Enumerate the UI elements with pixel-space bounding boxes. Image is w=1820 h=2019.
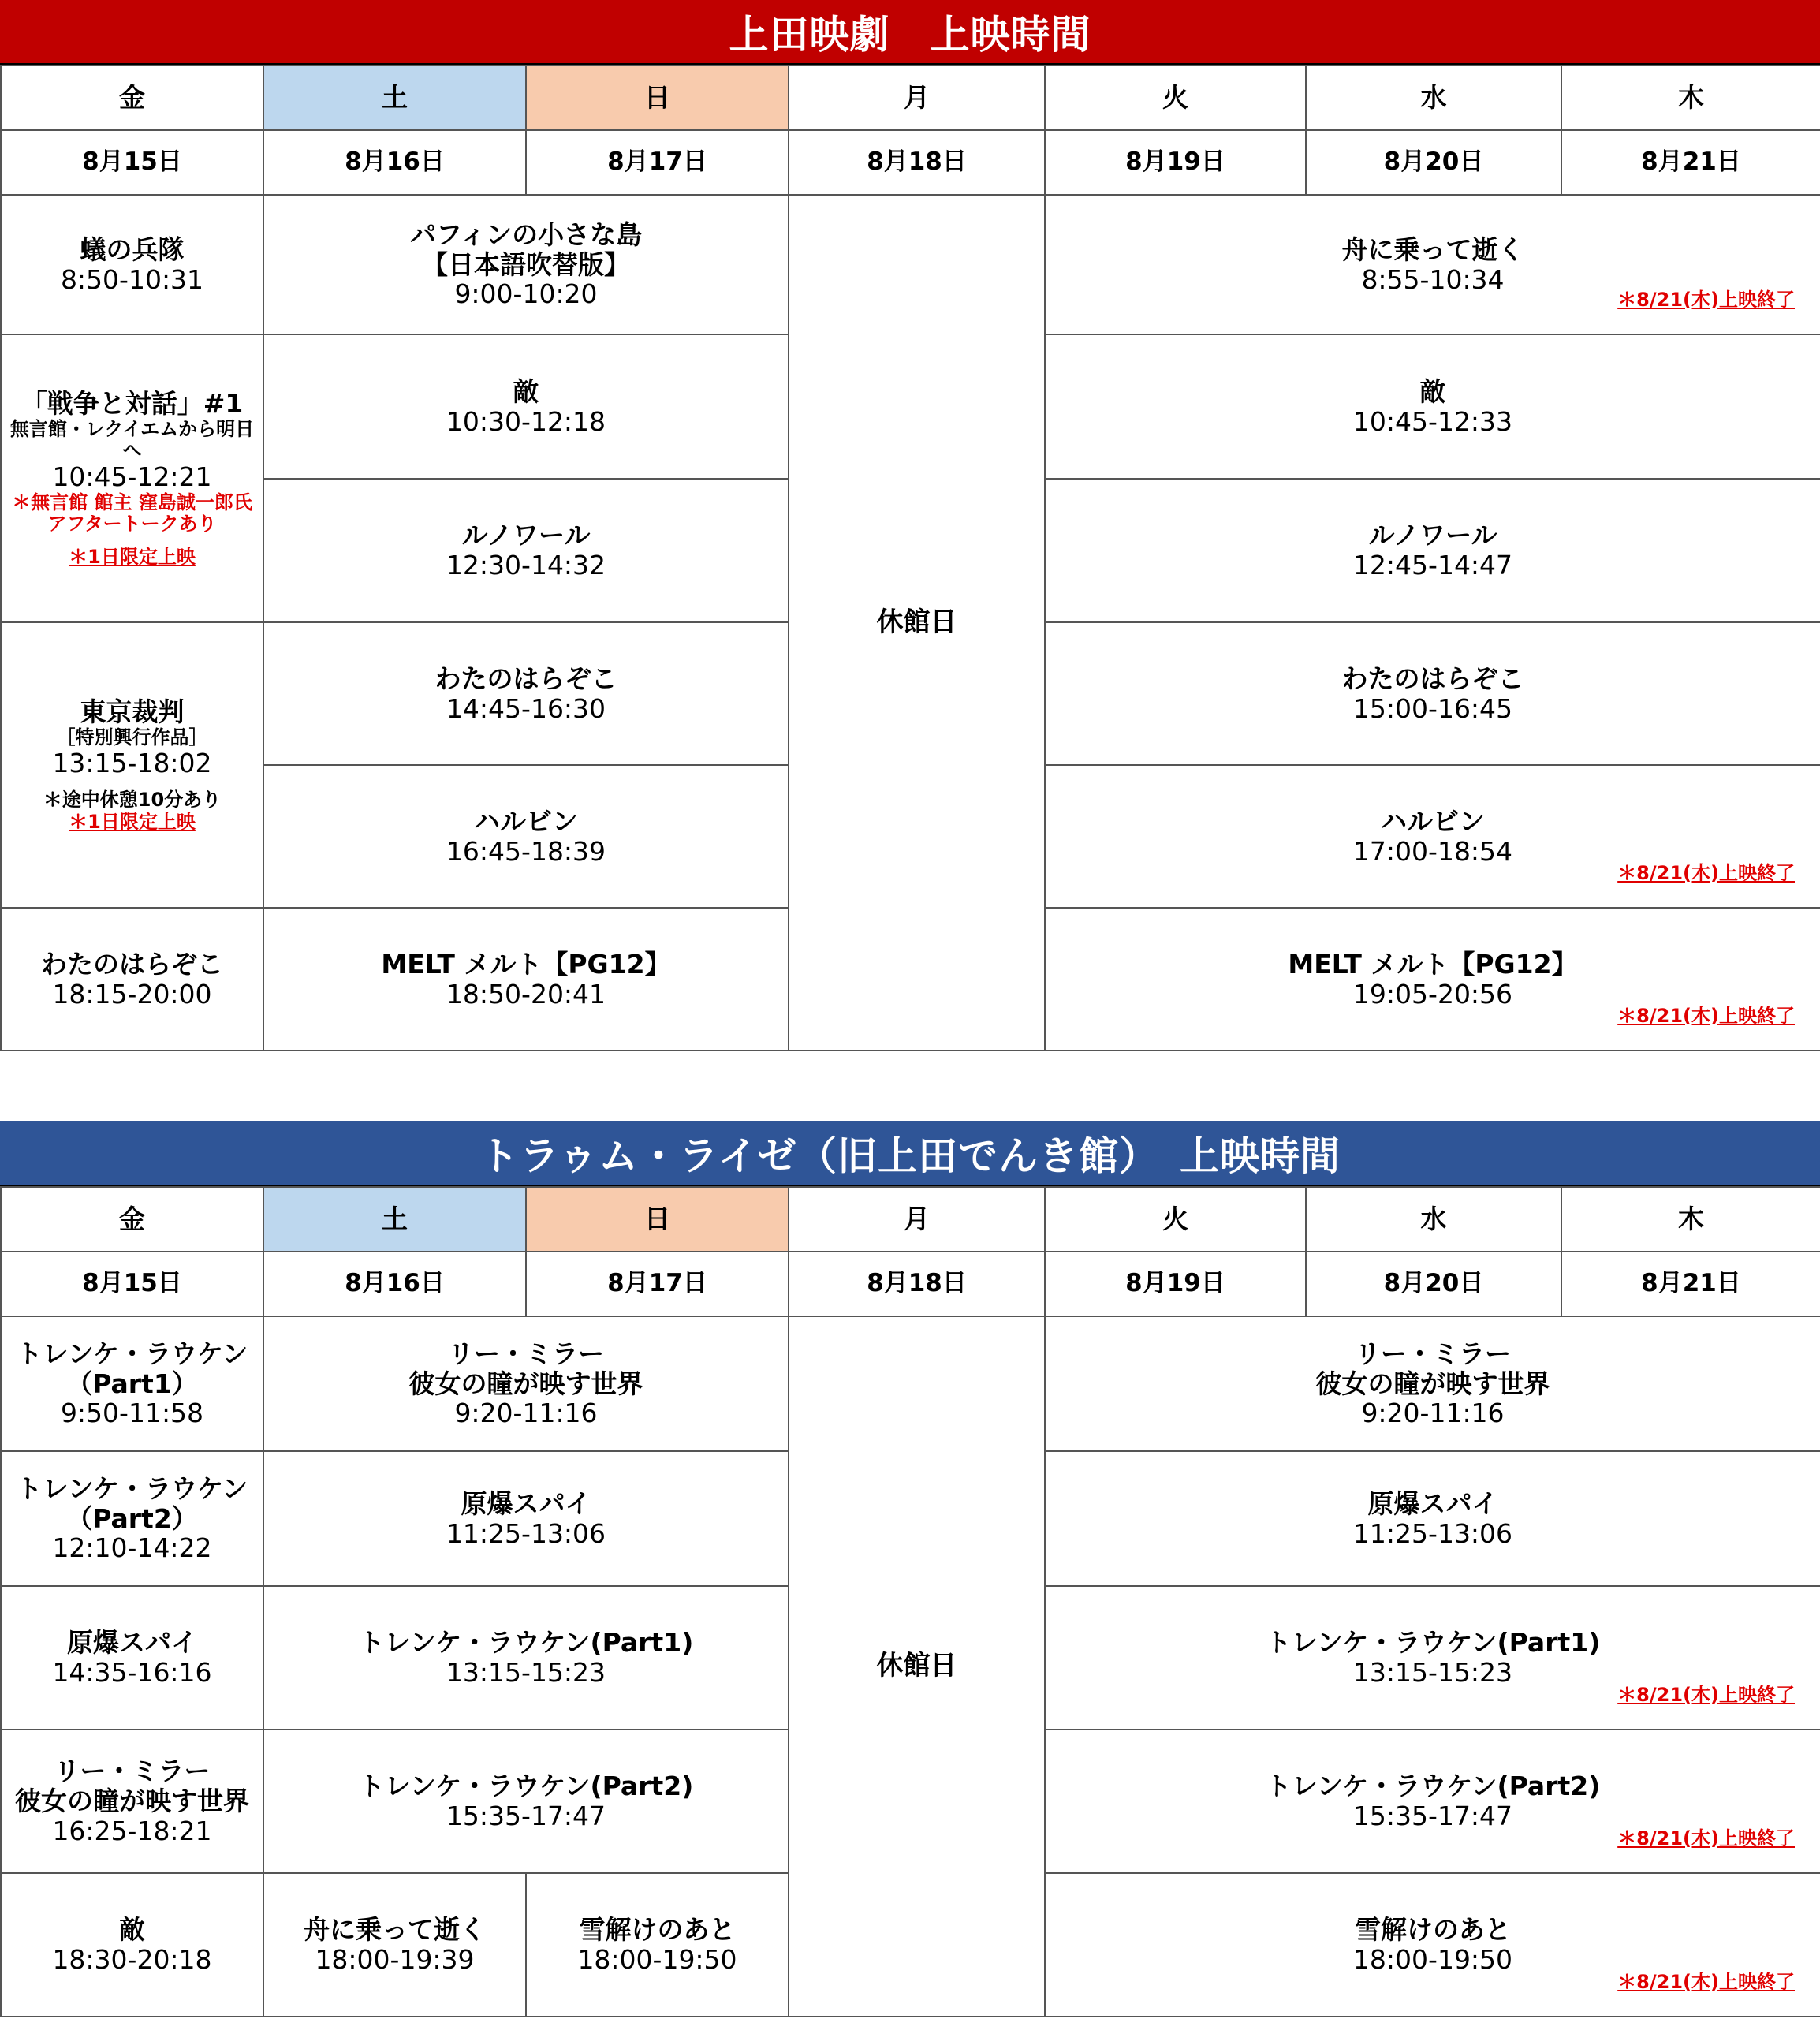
showtime: 12:30-14:32 [446, 550, 606, 580]
film-title: トレンケ・ラウケン(Part2) [1265, 1771, 1601, 1802]
showtime: 13:15-15:23 [1352, 1657, 1513, 1688]
showtime: 18:00-19:50 [577, 1944, 737, 1975]
date-sat: 8月16日 [263, 130, 526, 195]
traum-title: トラゥム・ライゼ（旧上田でんき館） 上映時間 [0, 1121, 1820, 1186]
film-title: 雪解けのあと [1355, 1914, 1511, 1946]
closed-day-cell: 休館日 [789, 1316, 1045, 2017]
film-subtitle: 彼女の瞳が映す世界 [1315, 1368, 1550, 1399]
showtime: 10:45-12:33 [1352, 405, 1513, 437]
showtime: 8:55-10:34 [1361, 263, 1505, 295]
film-title: 「戦争と対話」#1 [21, 387, 244, 419]
screening-cell [263, 334, 789, 479]
day-sun: 日 [526, 65, 789, 130]
limited-note: ＊1日限定上映 [69, 545, 196, 568]
date-sun: 8月17日 [526, 130, 789, 195]
showtime: 15:00-16:45 [1352, 692, 1513, 724]
screening-cell [1045, 1586, 1820, 1730]
screening-cell [1, 334, 263, 622]
film-title: 雪解けのあと [579, 1914, 736, 1946]
screening-cell [1045, 1316, 1820, 1451]
screening-cell [1045, 1451, 1820, 1586]
date-sun: 8月17日 [526, 1252, 789, 1316]
screening-cell [1, 908, 263, 1051]
film-title: わたのはらぞこ [1341, 662, 1524, 694]
showtime: 11:25-13:06 [446, 1517, 606, 1549]
end-note: ＊8/21(木)上映終了 [1617, 1827, 1795, 1850]
screening-cell [1, 1451, 263, 1586]
film-title: リー・ミラー [1355, 1338, 1511, 1369]
showtime: 16:45-18:39 [446, 835, 606, 867]
intermission-note: ＊途中休憩10分あり [43, 789, 222, 812]
event-note: ＊無言館 館主 窪島誠一郎氏 [12, 491, 252, 513]
screening-cell [1045, 334, 1820, 479]
film-part: （Part1） [66, 1368, 198, 1399]
film-title: わたのはらぞこ [434, 662, 617, 694]
film-title: リー・ミラー [448, 1338, 604, 1369]
showtime: 14:45-16:30 [446, 692, 606, 724]
screening-cell [1, 1873, 263, 2017]
showtime: 8:50-10:31 [60, 263, 204, 295]
date-fri: 8月15日 [1, 130, 263, 195]
day-mon: 月 [789, 65, 1045, 130]
film-title: 敵 [513, 375, 539, 407]
day-tue: 火 [1045, 65, 1306, 130]
end-note: ＊8/21(木)上映終了 [1617, 1971, 1795, 1994]
screening-cell [263, 908, 789, 1051]
day-sat: 土 [263, 65, 526, 130]
film-title: ルノワール [461, 520, 591, 551]
film-title: 原爆スパイ [67, 1627, 197, 1659]
screening-cell [263, 1451, 789, 1586]
day-sat: 土 [263, 1187, 526, 1252]
screening-cell [263, 622, 789, 765]
film-title: 原爆スパイ [1367, 1487, 1498, 1519]
showtime: 18:00-19:39 [315, 1944, 475, 1975]
showtime: 18:30-20:18 [52, 1944, 212, 1975]
date-tue: 8月19日 [1045, 130, 1306, 195]
traum-schedule [0, 1121, 1820, 2017]
eda-table [0, 65, 1820, 1051]
screening-cell [1045, 622, 1820, 765]
film-title: ハルビン [1381, 805, 1485, 837]
screening-cell [263, 1873, 526, 2017]
event-note: アフタートークあり [47, 513, 217, 536]
day-sun: 日 [526, 1187, 789, 1252]
film-part: （Part2） [66, 1502, 198, 1534]
film-title: トレンケ・ラウケン(Part1) [1265, 1627, 1601, 1659]
film-title: トレンケ・ラウケン [16, 1338, 248, 1369]
day-fri: 金 [1, 65, 263, 130]
showtime: 15:35-17:47 [1352, 1801, 1513, 1831]
showtime: 9:20-11:16 [1361, 1398, 1505, 1429]
showtime: 9:50-11:58 [60, 1398, 204, 1429]
day-mon: 月 [789, 1187, 1045, 1252]
screening-cell [1, 1316, 263, 1451]
screening-cell [1045, 195, 1820, 334]
screening-cell [1, 622, 263, 908]
showtime: 12:45-14:47 [1352, 550, 1513, 580]
screening-cell [1045, 765, 1820, 908]
date-thu: 8月21日 [1561, 1252, 1820, 1316]
showtime: 9:00-10:20 [454, 278, 598, 310]
day-wed: 水 [1306, 65, 1561, 130]
film-title: パフィンの小さな島 [409, 218, 643, 250]
film-subtitle: ［特別興行作品］ [56, 726, 208, 748]
film-title: 舟に乗って逝く [1341, 233, 1524, 265]
showtime: 10:45-12:21 [52, 461, 212, 492]
screening-cell [263, 1316, 789, 1451]
showtime: 17:00-18:54 [1352, 835, 1513, 867]
film-subtitle: 彼女の瞳が映す世界 [15, 1786, 249, 1817]
screening-cell [1045, 1730, 1820, 1873]
showtime: 18:00-19:50 [1352, 1944, 1513, 1975]
date-wed: 8月20日 [1306, 1252, 1561, 1316]
showtime: 13:15-15:23 [446, 1657, 606, 1688]
screening-cell [526, 1873, 789, 2017]
screening-cell [263, 1586, 789, 1730]
day-thu: 木 [1561, 1187, 1820, 1252]
showtime: 12:10-14:22 [52, 1532, 212, 1564]
showtime: 19:05-20:56 [1352, 978, 1513, 1010]
traum-table [0, 1186, 1820, 2017]
end-note: ＊8/21(木)上映終了 [1617, 1684, 1795, 1707]
end-note: ＊8/21(木)上映終了 [1617, 289, 1795, 312]
date-tue: 8月19日 [1045, 1252, 1306, 1316]
date-mon: 8月18日 [789, 1252, 1045, 1316]
date-sat: 8月16日 [263, 1252, 526, 1316]
date-wed: 8月20日 [1306, 130, 1561, 195]
limited-note: ＊1日限定上映 [69, 810, 196, 833]
film-title: 蟻の兵隊 [80, 233, 185, 265]
end-note: ＊8/21(木)上映終了 [1617, 862, 1795, 885]
day-tue: 火 [1045, 1187, 1306, 1252]
screening-cell [263, 1730, 789, 1873]
film-title: トレンケ・ラウケン [16, 1472, 248, 1504]
day-wed: 水 [1306, 1187, 1561, 1252]
screening-cell [263, 765, 789, 908]
film-title: トレンケ・ラウケン(Part1) [358, 1627, 694, 1659]
screening-cell [263, 195, 789, 334]
screening-cell [1, 195, 263, 334]
showtime: 13:15-18:02 [52, 748, 212, 779]
film-title: MELT メルト【PG12】 [381, 948, 671, 980]
film-version: 【日本語吹替版】 [422, 248, 630, 280]
showtime: 18:50-20:41 [446, 978, 606, 1010]
screening-cell [1045, 1873, 1820, 2017]
showtime: 15:35-17:47 [446, 1801, 606, 1831]
screening-cell [1, 1730, 263, 1873]
day-thu: 木 [1561, 65, 1820, 130]
eda-title: 上田映劇 上映時間 [0, 0, 1820, 65]
film-title: ハルビン [474, 805, 578, 837]
date-mon: 8月18日 [789, 130, 1045, 195]
film-title: 舟に乗って逝く [304, 1914, 486, 1946]
film-title: ルノワール [1368, 520, 1497, 551]
film-title: 敵 [119, 1914, 145, 1946]
showtime: 16:25-18:21 [52, 1815, 212, 1846]
film-subtitle: 彼女の瞳が映す世界 [408, 1368, 643, 1399]
date-thu: 8月21日 [1561, 130, 1820, 195]
showtime: 18:15-20:00 [52, 978, 212, 1010]
screening-cell [1, 1586, 263, 1730]
film-title: リー・ミラー [54, 1756, 211, 1787]
screening-cell [263, 479, 789, 622]
film-title: 東京裁判 [80, 696, 185, 727]
showtime: 11:25-13:06 [1352, 1517, 1513, 1549]
closed-day-cell: 休館日 [789, 195, 1045, 1051]
film-subtitle: 無言館・レクイエムから明日へ [9, 417, 255, 462]
showtime: 10:30-12:18 [446, 405, 606, 437]
film-title: 原爆スパイ [461, 1487, 591, 1519]
film-title: MELT メルト【PG12】 [1288, 948, 1578, 980]
film-title: トレンケ・ラウケン(Part2) [358, 1771, 694, 1802]
date-fri: 8月15日 [1, 1252, 263, 1316]
showtime: 14:35-16:16 [52, 1657, 212, 1688]
showtime: 9:20-11:16 [454, 1398, 598, 1429]
day-fri: 金 [1, 1187, 263, 1252]
film-title: わたのはらぞこ [41, 948, 223, 980]
screening-cell [1045, 908, 1820, 1051]
end-note: ＊8/21(木)上映終了 [1617, 1005, 1795, 1028]
screening-cell [1045, 479, 1820, 622]
film-title: 敵 [1419, 375, 1446, 407]
